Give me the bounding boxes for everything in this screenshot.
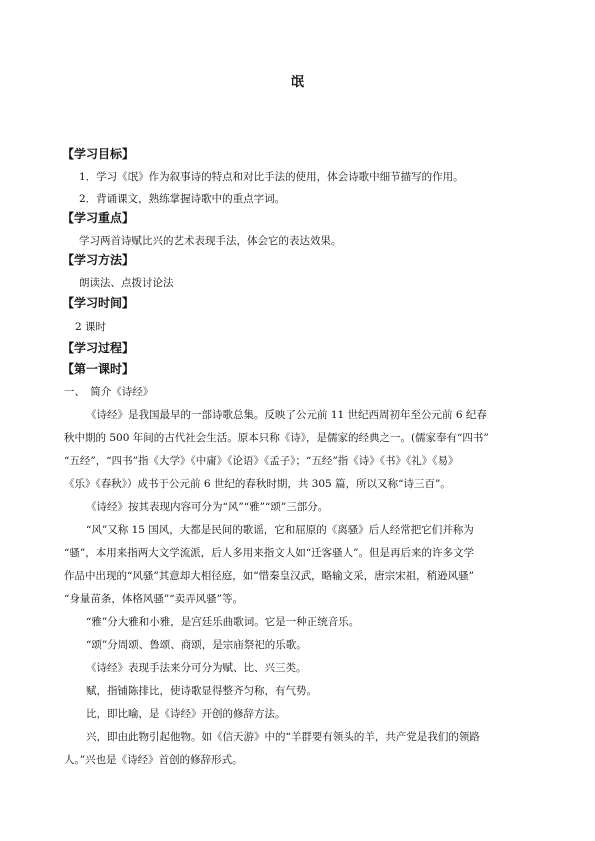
method-heading: 【学习方法】 — [62, 253, 135, 267]
focus-text: 学习两首诗赋比兴的艺术表现手法，体会它的表达效果。 — [79, 235, 342, 247]
time-text: 2 课时 — [75, 321, 107, 333]
paragraph-line: “风”又称 15 国风，大都是民间的歌谣，它和屈原的《离骚》后人经常把它们并称为 — [86, 524, 474, 536]
objective-item-1: 1．学习《氓》作为叙事诗的特点和对比手法的使用，体会诗歌中细节描写的作用。 — [79, 171, 464, 183]
paragraph-line: 《诗经》是我国最早的一部诗歌总集。反映了公元前 11 世纪西周初年至公元前 6 纪春 — [86, 409, 487, 421]
lesson1-heading: 【第一课时】 — [62, 362, 135, 376]
method-text: 朗读法、点拨讨论法 — [79, 277, 174, 289]
paragraph-line: 人。”兴也是《诗经》首创的修辞形式。 — [64, 754, 243, 766]
paragraph-line: “五经”，“四书”指《大学》《中庸》《论语》《孟子》；“五经”指《诗》《书》《礼》《易》 — [64, 455, 459, 467]
paragraph-line: 《诗经》表现手法来分可分为赋、比、兴三类。 — [86, 662, 307, 674]
paragraph-line: 《乐》《春秋》）成书于公元前 6 世纪的春秋时期，共 305 篇，所以又称“诗三百”。 — [64, 478, 451, 490]
paragraph-line: “颂”分周颂、鲁颂、商颂，是宗庙祭祀的乐歌。 — [86, 639, 307, 651]
process-heading: 【学习过程】 — [62, 341, 135, 355]
paragraph-line: “身量苗条，体格风骚”“卖弄风骚”等。 — [64, 593, 243, 605]
paragraph-line: 作品中出现的“风骚”其意却大相径庭，如“惜秦皇汉武，略输文采，唐宗宋祖，稍逊风骚” — [64, 570, 474, 582]
time-heading: 【学习时间】 — [62, 296, 135, 310]
paragraph-line: 赋，指铺陈排比，使诗歌显得整齐匀称，有气势。 — [86, 685, 317, 697]
objective-item-2: 2．背诵课文，熟练掌握诗歌中的重点字词。 — [79, 193, 286, 205]
page-title: 氓 — [290, 75, 304, 90]
focus-heading: 【学习重点】 — [62, 211, 135, 225]
paragraph-line: 秋中期的 500 年间的古代社会生活。原本只称《诗》，是儒家的经典之一。(儒家奉有“四书” — [64, 432, 489, 444]
paragraph-line: 兴，即由此物引起他物。如《信天游》中的“羊群要有领头的羊，共产党是我们的领路 — [86, 731, 480, 743]
paragraph-line: “骚”，本用来指两大文学流派，后人多用来指文人如“迁客骚人”。但是再后来的许多文学 — [64, 547, 474, 559]
section-heading: 一、 简介《诗经》 — [64, 386, 154, 398]
paragraph-line: 《诗经》按其表现内容可分为“风”“雅”“颂”三部分。 — [86, 501, 329, 513]
paragraph-line: 比，即比喻，是《诗经》开创的修辞方法。 — [86, 708, 286, 720]
paragraph-line: “雅”分大雅和小雅，是宫廷乐曲歌词。它是一种正统音乐。 — [86, 616, 360, 628]
objectives-heading: 【学习目标】 — [62, 147, 135, 161]
